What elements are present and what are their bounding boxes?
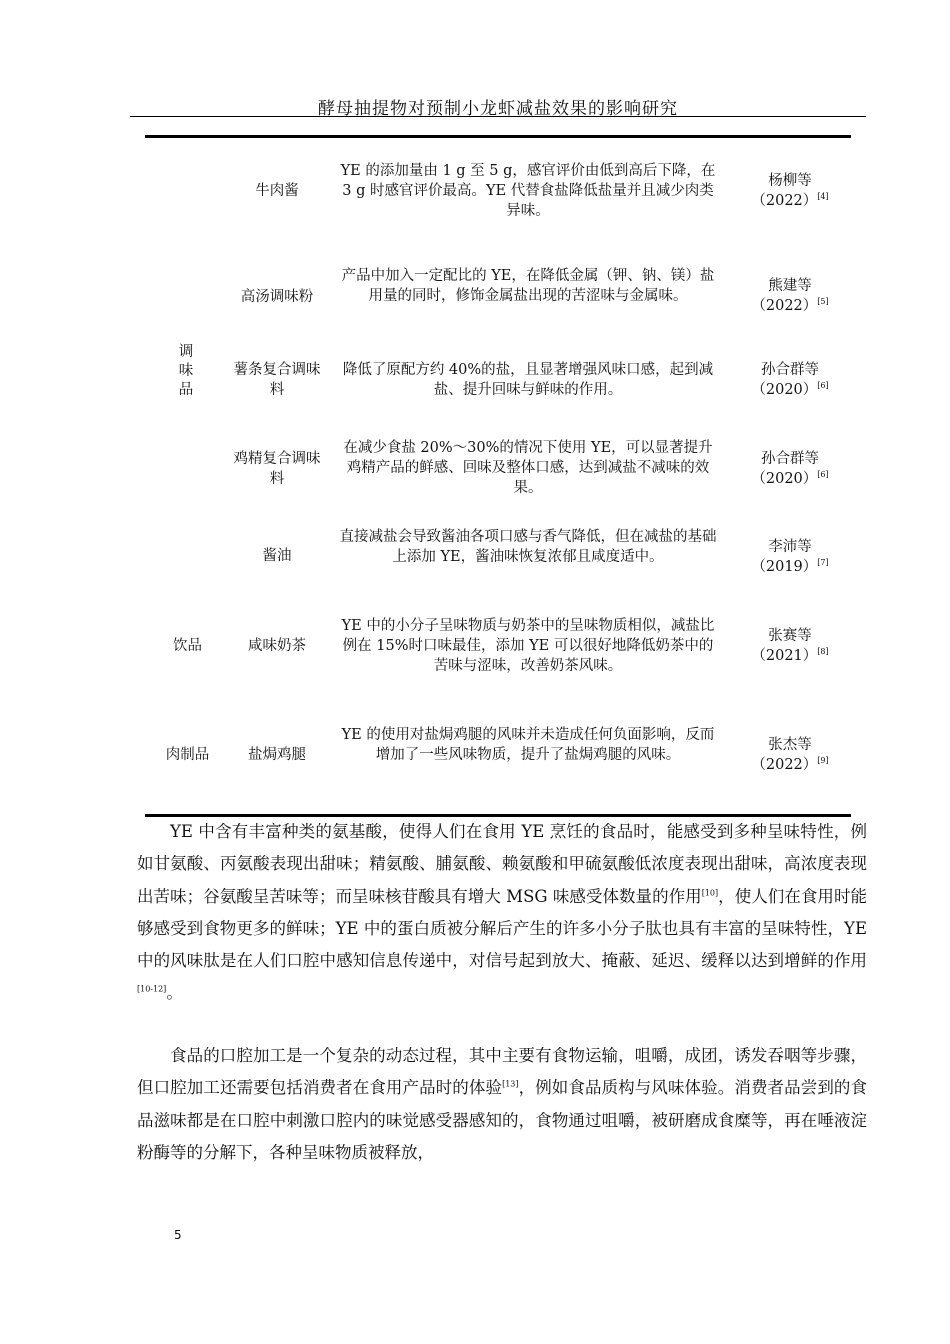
- ref-cite: [6]: [817, 381, 829, 391]
- ref-name: 李沛等: [768, 539, 812, 555]
- ref-year: （2021）: [751, 648, 818, 664]
- citation: [13]: [502, 1079, 519, 1089]
- ref-name: 熊建等: [768, 278, 812, 294]
- table-cell-reference: [735, 449, 845, 489]
- table-cell-effect: YE 中的小分子呈味物质与奶茶中的呈味物质相似，减盐比例在 15%时口味最佳，添加 YE 可以很好地降低奶茶中的苦味与涩味，改善奶茶风味。: [341, 618, 715, 674]
- table-category-meat: 肉制品: [165, 747, 210, 763]
- table-cell-product: 酱油: [262, 548, 292, 564]
- ref-name: 杨柳等: [768, 173, 812, 189]
- table-cell-reference: [735, 276, 845, 316]
- ref-cite: [9]: [817, 756, 829, 766]
- paragraph-text: 食品的口腔加工是一个复杂的动态过程，其中主要有食物运输，咀嚼，成团，诱发吞咽等步骤，但口腔加工还需要包括消费者在食用产品时的体验: [137, 1046, 867, 1098]
- ref-year: （2022）: [751, 757, 818, 773]
- ref-cite: [4]: [817, 192, 829, 202]
- table-cell-product: 鸡精复合调味料: [233, 451, 321, 487]
- paragraph-text: ，使人们在食用时能够感受到食物更多的鲜味；YE 中的蛋白质被分解后产生的许多小分子肽也具有丰富的呈味特性，YE 中的风味肽是在人们口腔中感知信息传递中，对信号起到放大、掩蔽、延迟、缓释以达到增鲜的作用: [137, 886, 868, 971]
- table-cell-effect: 在减少食盐 20%～30%的情况下使用 YE，可以显著提升鸡精产品的鲜感、回味及整体口感，达到减盐不减味的效果。: [343, 440, 713, 496]
- body-paragraph-1: [137, 816, 867, 1010]
- paragraph-text: YE 中含有丰富种类的氨基酸，使得人们在食用 YE 烹饪的食品时，能感受到多种呈味特性，例如甘氨酸、丙氨酸表现出甜味；精氨酸、脯氨酸、赖氨酸和甲硫氨酸低浓度表现出甜味，高浓度表现出苦味；谷氨酸呈苦味等；而呈味核苷酸具有增大 MSG 味感受体数量的作用: [137, 822, 867, 906]
- ref-year: （2022）: [751, 298, 818, 314]
- table-cell-effect: 产品中加入一定配比的 YE，在降低金属（钾、钠、镁）盐用量的同时，修饰金属盐出现的苦涩味与金属味。: [341, 268, 715, 304]
- ref-cite: [5]: [817, 297, 829, 307]
- table-cell-reference: [735, 626, 845, 666]
- table-cell-reference: [735, 537, 845, 577]
- ref-year: （2020）: [751, 382, 818, 398]
- table-cell-effect: YE 的添加量由 1 g 至 5 g，感官评价由低到高后下降，在 3 g 时感官评价最高。YE 代替食盐降低盐量并且减少肉类异味。: [340, 163, 716, 219]
- table-cell-reference: [735, 360, 845, 400]
- table-cell-effect: 直接减盐会导致酱油各项口感与香气降低，但在减盐的基础上添加 YE，酱油味恢复浓郁且咸度适中。: [339, 529, 717, 565]
- running-header: 酵母抽提物对预制小龙虾减盐效果的影响研究: [318, 99, 678, 119]
- table-category-seasoning: 调味品: [178, 344, 194, 398]
- table-cell-product: 薯条复合调味料: [233, 362, 321, 398]
- ref-name: 张赛等: [768, 628, 812, 644]
- table-cell-effect: 降低了原配方约 40%的盐，且显著增强风味口感，起到减盐、提升回味与鲜味的作用。: [342, 362, 714, 398]
- paragraph-text: ，例如食品质构与风味体验。消费者品尝到的食品滋味都是在口腔中刺激口腔内的味觉感受器感知的，食物通过咀嚼，被研磨成食糜等，再在唾液淀粉酶等的分解下，各种呈味物质被释放，: [137, 1078, 868, 1162]
- table-cell-reference: [735, 735, 845, 775]
- citation: [10]: [701, 888, 719, 898]
- ref-name: 孙合群等: [761, 451, 819, 467]
- ref-cite: [6]: [817, 470, 829, 480]
- citation: [10-12]: [137, 984, 167, 994]
- ref-year: （2019）: [751, 559, 818, 575]
- table-cell-reference: [735, 171, 845, 211]
- table-cell-product: 盐焗鸡腿: [248, 747, 306, 763]
- ref-year: （2022）: [751, 193, 818, 209]
- ref-cite: [7]: [817, 558, 829, 568]
- table-category-drinks: 饮品: [173, 638, 202, 654]
- ref-cite: [8]: [817, 647, 829, 657]
- header-rule: [130, 116, 866, 117]
- table-top-rule: [145, 135, 851, 138]
- ref-name: 孙合群等: [761, 362, 819, 378]
- page-number: 5: [174, 1228, 182, 1242]
- ref-year: （2020）: [751, 471, 818, 487]
- table-cell-product: 高汤调味粉: [240, 289, 314, 305]
- table-cell-product: 牛肉酱: [255, 183, 299, 199]
- table-cell-effect: YE 的使用对盐焗鸡腿的风味并未造成任何负面影响，反而增加了一些风味物质，提升了盐焗鸡腿的风味。: [341, 727, 715, 763]
- paragraph-text: 。: [166, 983, 183, 1003]
- ref-name: 张杰等: [768, 737, 812, 753]
- body-paragraph-2: [137, 1040, 867, 1169]
- table-cell-product: 咸味奶茶: [248, 638, 306, 654]
